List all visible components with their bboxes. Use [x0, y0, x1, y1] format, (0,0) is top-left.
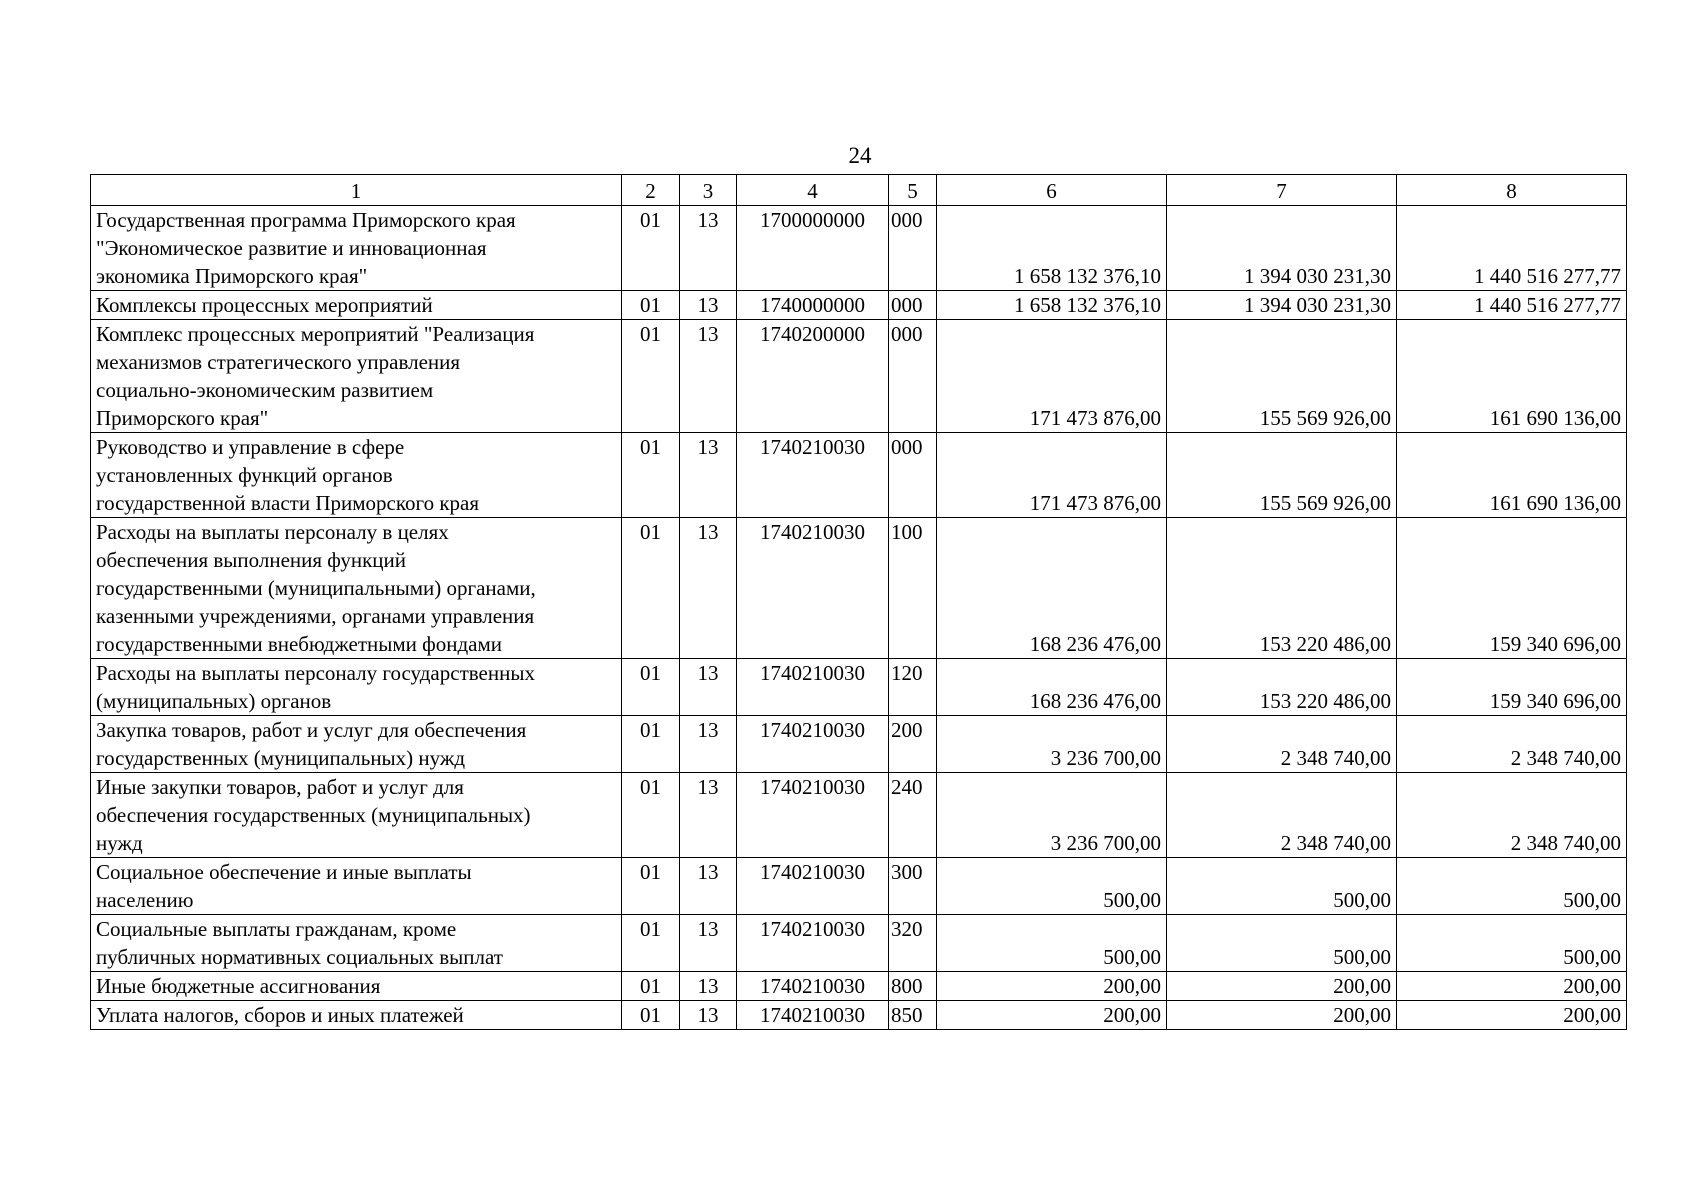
table-row [91, 433, 1627, 518]
amount-col-6: 1 658 132 376,10 [937, 291, 1167, 320]
subsection-code: 13 [680, 433, 737, 518]
amount-col-7: 2 348 740,00 [1167, 773, 1397, 858]
subsection-code: 13 [680, 659, 737, 716]
table-row [91, 972, 1627, 1001]
amount-col-6: 171 473 876,00 [937, 433, 1167, 518]
expense-name-line: публичных нормативных социальных выплат [96, 945, 503, 969]
subsection-code: 13 [680, 518, 737, 659]
target-article-code: 1740210030 [737, 773, 889, 858]
section-code: 01 [622, 972, 680, 1001]
expense-name-line: государственными (муниципальными) органами, [96, 576, 536, 600]
amount-col-7: 2 348 740,00 [1167, 716, 1397, 773]
amount-col-6: 168 236 476,00 [937, 659, 1167, 716]
table-row [91, 206, 1627, 291]
amount-col-8: 500,00 [1397, 915, 1627, 972]
table-row [91, 659, 1627, 716]
expense-name-line: Комплекс процессных мероприятий "Реализация [96, 322, 535, 346]
expense-name-line: экономика Приморского края" [96, 264, 368, 288]
expense-type-code: 000 [889, 433, 937, 518]
table-row [91, 858, 1627, 915]
column-number-header: 1 [91, 175, 622, 206]
section-code: 01 [622, 716, 680, 773]
amount-col-7: 200,00 [1167, 972, 1397, 1001]
section-code: 01 [622, 518, 680, 659]
section-code: 01 [622, 433, 680, 518]
expense-name-line: государственной власти Приморского края [96, 491, 480, 515]
target-article-code: 1740210030 [737, 659, 889, 716]
section-code: 01 [622, 915, 680, 972]
target-article-code: 1740210030 [737, 915, 889, 972]
expense-name-line: социально-экономическим развитием [96, 378, 434, 402]
target-article-code: 1740200000 [737, 320, 889, 433]
subsection-code: 13 [680, 858, 737, 915]
amount-col-8: 159 340 696,00 [1397, 518, 1627, 659]
amount-col-8: 1 440 516 277,77 [1397, 206, 1627, 291]
expense-name-line: установленных функций органов [96, 463, 393, 487]
subsection-code: 13 [680, 1001, 737, 1030]
target-article-code: 1740210030 [737, 858, 889, 915]
expense-name [91, 858, 622, 915]
column-number-header: 8 [1397, 175, 1627, 206]
expense-type-code: 850 [889, 1001, 937, 1030]
amount-col-7: 500,00 [1167, 915, 1397, 972]
amount-col-8: 2 348 740,00 [1397, 716, 1627, 773]
expense-name-line: казенными учреждениями, органами управления [96, 604, 535, 628]
table-body [91, 175, 1627, 1030]
amount-col-8: 500,00 [1397, 858, 1627, 915]
subsection-code: 13 [680, 915, 737, 972]
expense-name-line: Приморского края" [96, 406, 269, 430]
section-code: 01 [622, 659, 680, 716]
amount-col-6: 200,00 [937, 1001, 1167, 1030]
amount-col-8: 200,00 [1397, 1001, 1627, 1030]
amount-col-6: 171 473 876,00 [937, 320, 1167, 433]
amount-col-7: 1 394 030 231,30 [1167, 206, 1397, 291]
target-article-code: 1740210030 [737, 716, 889, 773]
expense-type-code: 240 [889, 773, 937, 858]
section-code: 01 [622, 773, 680, 858]
expense-name-line: "Экономическое развитие и инновационная [96, 236, 487, 260]
amount-col-6: 500,00 [937, 915, 1167, 972]
target-article-code: 1740210030 [737, 1001, 889, 1030]
column-number-header: 6 [937, 175, 1167, 206]
subsection-code: 13 [680, 320, 737, 433]
expense-type-code: 200 [889, 716, 937, 773]
section-code: 01 [622, 1001, 680, 1030]
table-row [91, 1001, 1627, 1030]
expense-name-line: обеспечения выполнения функций [96, 548, 407, 572]
page-number: 24 [848, 143, 872, 168]
expense-name-line: Закупка товаров, работ и услуг для обеспечения [96, 718, 527, 742]
amount-col-7: 200,00 [1167, 1001, 1397, 1030]
budget-table [90, 174, 1627, 1030]
expense-name [91, 433, 622, 518]
subsection-code: 13 [680, 206, 737, 291]
expense-name-line: Расходы на выплаты персоналу государственных [96, 661, 535, 685]
amount-col-8: 161 690 136,00 [1397, 433, 1627, 518]
amount-col-7: 155 569 926,00 [1167, 433, 1397, 518]
expense-name-line: Иные закупки товаров, работ и услуг для [96, 775, 464, 799]
amount-col-7: 153 220 486,00 [1167, 659, 1397, 716]
expense-type-code: 100 [889, 518, 937, 659]
column-number-row [91, 175, 1627, 206]
target-article-code: 1740000000 [737, 291, 889, 320]
section-code: 01 [622, 858, 680, 915]
section-code: 01 [622, 320, 680, 433]
table-row [91, 716, 1627, 773]
table-row [91, 915, 1627, 972]
target-article-code: 1740210030 [737, 433, 889, 518]
table-row [91, 291, 1627, 320]
target-article-code: 1740210030 [737, 518, 889, 659]
expense-name-line: обеспечения государственных (муниципальных) [96, 803, 531, 827]
expense-name [91, 320, 622, 433]
expense-type-code: 000 [889, 206, 937, 291]
expense-name [91, 291, 622, 320]
amount-col-7: 1 394 030 231,30 [1167, 291, 1397, 320]
table-row [91, 518, 1627, 659]
expense-name [91, 972, 622, 1001]
section-code: 01 [622, 206, 680, 291]
expense-type-code: 320 [889, 915, 937, 972]
expense-name-line: государственными внебюджетными фондами [96, 632, 503, 656]
expense-type-code: 000 [889, 291, 937, 320]
table-row [91, 773, 1627, 858]
amount-col-6: 500,00 [937, 858, 1167, 915]
target-article-code: 1740210030 [737, 972, 889, 1001]
amount-col-7: 153 220 486,00 [1167, 518, 1397, 659]
expense-type-code: 120 [889, 659, 937, 716]
expense-name [91, 659, 622, 716]
column-number-header: 5 [889, 175, 937, 206]
expense-name [91, 1001, 622, 1030]
expense-type-code: 000 [889, 320, 937, 433]
subsection-code: 13 [680, 716, 737, 773]
expense-name-line: (муниципальных) органов [96, 689, 332, 713]
expense-name [91, 716, 622, 773]
amount-col-6: 168 236 476,00 [937, 518, 1167, 659]
amount-col-8: 161 690 136,00 [1397, 320, 1627, 433]
expense-name-line: Социальное обеспечение и иные выплаты [96, 860, 472, 884]
amount-col-7: 500,00 [1167, 858, 1397, 915]
table-row [91, 320, 1627, 433]
expense-name [91, 206, 622, 291]
expense-type-code: 300 [889, 858, 937, 915]
subsection-code: 13 [680, 972, 737, 1001]
target-article-code: 1700000000 [737, 206, 889, 291]
expense-name-line: Социальные выплаты гражданам, кроме [96, 917, 457, 941]
expense-name [91, 518, 622, 659]
amount-col-6: 3 236 700,00 [937, 773, 1167, 858]
amount-col-8: 2 348 740,00 [1397, 773, 1627, 858]
section-code: 01 [622, 291, 680, 320]
column-number-header: 3 [680, 175, 737, 206]
column-number-header: 4 [737, 175, 889, 206]
expense-name-line: Руководство и управление в сфере [96, 435, 405, 459]
expense-name [91, 773, 622, 858]
expense-name-line: Расходы на выплаты персоналу в целях [96, 520, 449, 544]
expense-name-line: нужд [96, 831, 143, 855]
column-number-header: 7 [1167, 175, 1397, 206]
amount-col-6: 3 236 700,00 [937, 716, 1167, 773]
column-number-header: 2 [622, 175, 680, 206]
amount-col-7: 155 569 926,00 [1167, 320, 1397, 433]
expense-name-line: государственных (муниципальных) нужд [96, 746, 466, 770]
expense-name-line: Государственная программа Приморского края [96, 208, 516, 232]
expense-name-line: населению [96, 888, 194, 912]
subsection-code: 13 [680, 291, 737, 320]
amount-col-6: 200,00 [937, 972, 1167, 1001]
expense-name-line: механизмов стратегического управления [96, 350, 461, 374]
expense-name-line: Комплексы процессных мероприятий [96, 293, 433, 317]
amount-col-6: 1 658 132 376,10 [937, 206, 1167, 291]
expense-name [91, 915, 622, 972]
subsection-code: 13 [680, 773, 737, 858]
amount-col-8: 200,00 [1397, 972, 1627, 1001]
expense-name-line: Иные бюджетные ассигнования [96, 974, 381, 998]
expense-name-line: Уплата налогов, сборов и иных платежей [96, 1003, 464, 1027]
amount-col-8: 1 440 516 277,77 [1397, 291, 1627, 320]
amount-col-8: 159 340 696,00 [1397, 659, 1627, 716]
expense-type-code: 800 [889, 972, 937, 1001]
